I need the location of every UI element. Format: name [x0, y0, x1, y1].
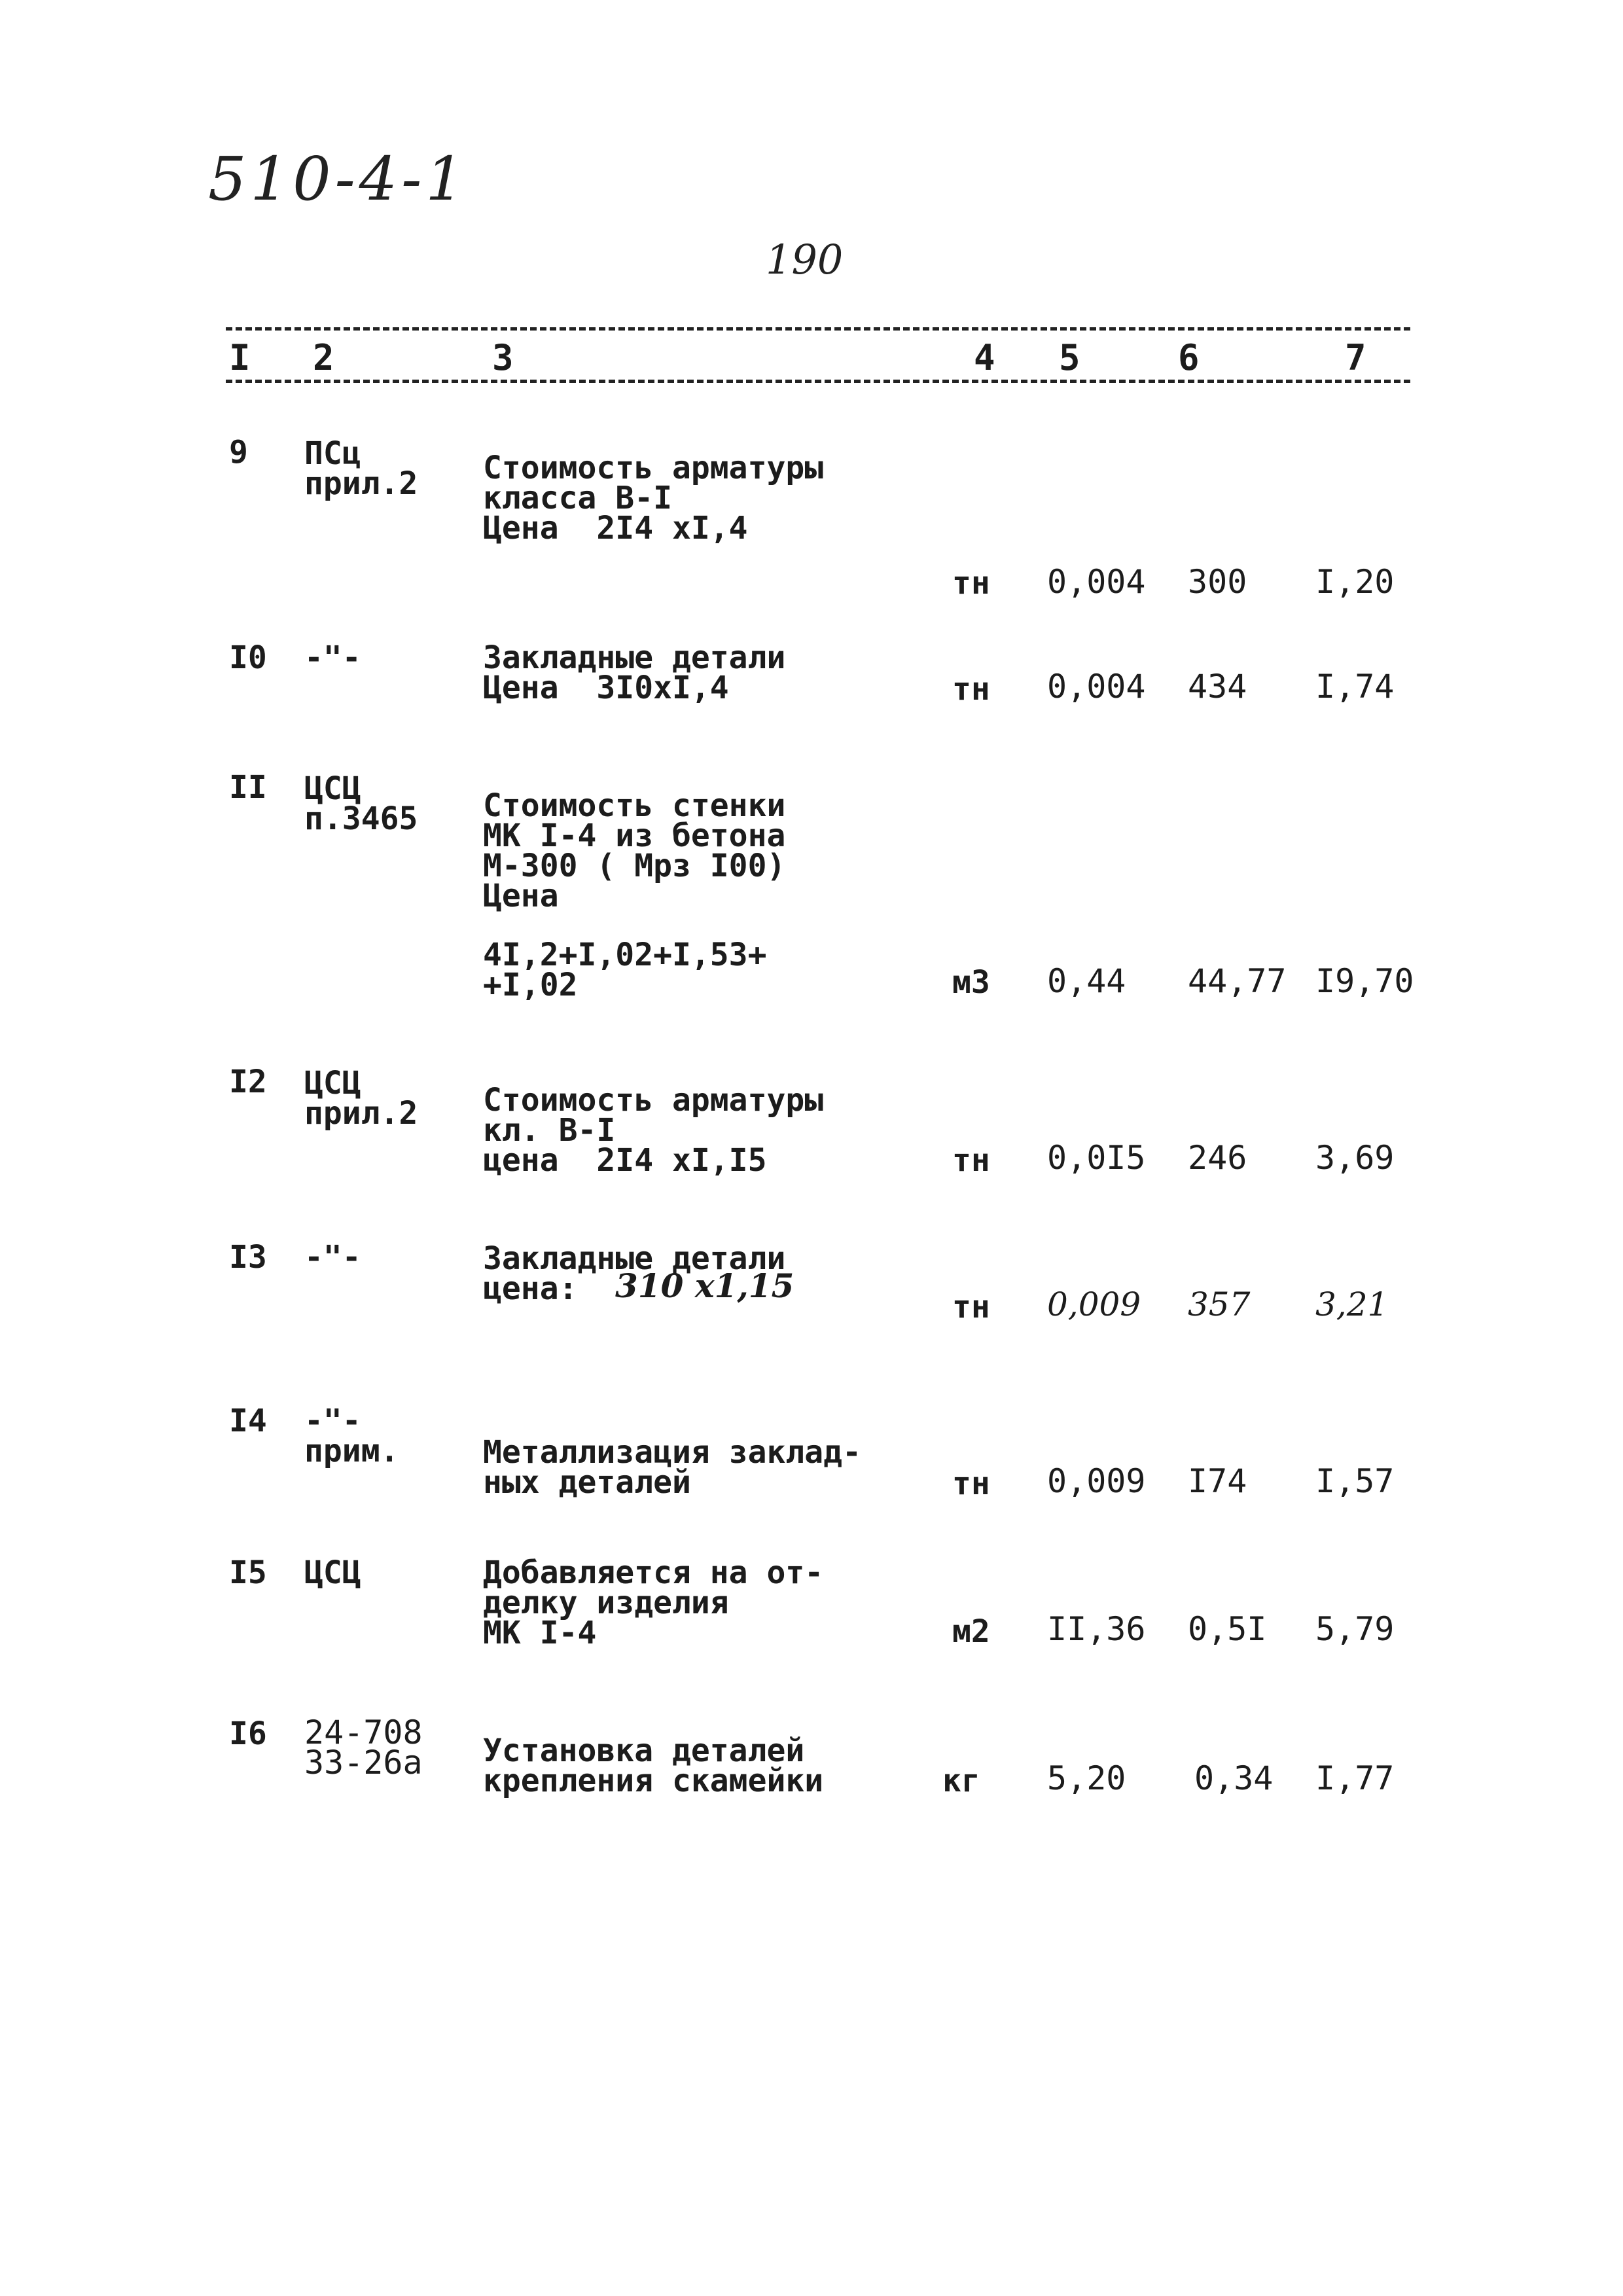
row-description: Закладные детали цена:	[483, 1240, 786, 1307]
row-description: Стоимость арматуры кл. В-I цена 2I4 xI,I5	[483, 1082, 824, 1179]
row-description-formula: 4I,2+I,02+I,53+ +I,02	[483, 937, 767, 1003]
page-number: 190	[766, 236, 844, 283]
row-total: 3,21	[1315, 1285, 1389, 1323]
row-reference: 24-708 33-26а	[304, 1713, 423, 1782]
row-quantity: 0,0I5	[1047, 1139, 1146, 1177]
row-unit: м2	[952, 1613, 990, 1650]
row-number: I6	[229, 1715, 267, 1752]
header-col-6: 6	[1178, 337, 1200, 378]
row-description: Добавляется на от- делку изделия МК I-4	[483, 1554, 824, 1651]
row-quantity: 0,004	[1047, 563, 1146, 601]
row-unit-price: I74	[1188, 1462, 1247, 1500]
row-number: 9	[229, 434, 248, 471]
row-unit-price: 300	[1188, 563, 1247, 601]
document-code: 510-4-1	[208, 144, 468, 214]
row-unit-price: 357	[1188, 1285, 1251, 1323]
row-reference: -"- прим.	[304, 1403, 399, 1469]
row-total: I,20	[1315, 563, 1395, 601]
header-col-3: 3	[492, 337, 514, 378]
row-unit: тн	[952, 1289, 990, 1325]
row-reference: ПСц прил.2	[304, 435, 418, 502]
row-total: I,77	[1315, 1759, 1395, 1797]
row-quantity: II,36	[1047, 1610, 1146, 1648]
row-unit-price: 0,5I	[1188, 1610, 1267, 1648]
row-unit: тн	[952, 1465, 990, 1502]
row-description-handwritten: 310 x1,15	[615, 1266, 794, 1305]
row-reference: ЦСЦ п.3465	[304, 770, 418, 837]
row-unit: тн	[952, 1142, 990, 1179]
row-unit-price: 0,34	[1194, 1759, 1274, 1797]
row-reference: -"-	[304, 1239, 361, 1276]
row-number: I5	[229, 1554, 267, 1591]
header-col-5: 5	[1059, 337, 1080, 378]
row-number: I0	[229, 639, 267, 676]
row-unit-price: 246	[1188, 1139, 1247, 1177]
header-col-2: 2	[313, 337, 334, 378]
header-dashed-rule	[226, 380, 1410, 383]
row-number: I3	[229, 1239, 267, 1276]
row-number: I2	[229, 1064, 267, 1100]
row-description: Закладные детали Цена 3I0xI,4	[483, 639, 786, 706]
row-unit: тн	[952, 565, 990, 601]
header-col-7: 7	[1345, 337, 1366, 378]
row-number: I4	[229, 1403, 267, 1439]
row-unit: кг	[942, 1763, 980, 1799]
row-reference: ЦСЦ	[304, 1554, 361, 1591]
row-quantity: 0,004	[1047, 668, 1146, 706]
row-description: Установка деталей крепления скамейки	[483, 1732, 824, 1799]
row-reference: ЦСЦ прил.2	[304, 1065, 418, 1132]
row-description: Стоимость стенки МК I-4 из бетона М-300 ( Мрз I00) Цена	[483, 787, 786, 914]
row-unit-price: 434	[1188, 668, 1247, 706]
row-quantity: 0,009	[1047, 1285, 1141, 1323]
row-quantity: 0,009	[1047, 1462, 1146, 1500]
row-total: I9,70	[1315, 962, 1414, 1000]
row-quantity: 5,20	[1047, 1759, 1126, 1797]
row-description: Стоимость арматуры класса В-I Цена 2I4 xI,4	[483, 450, 824, 547]
row-unit-price: 44,77	[1188, 962, 1287, 1000]
row-number: II	[229, 769, 267, 806]
row-total: 5,79	[1315, 1610, 1395, 1648]
row-total: I,57	[1315, 1462, 1395, 1500]
row-unit: м3	[952, 964, 990, 1001]
row-quantity: 0,44	[1047, 962, 1126, 1000]
header-col-4: 4	[974, 337, 995, 378]
row-total: 3,69	[1315, 1139, 1395, 1177]
top-dashed-rule	[226, 327, 1410, 331]
row-description: Металлизация заклад- ных деталей	[483, 1434, 861, 1501]
row-unit: тн	[952, 671, 990, 708]
row-reference: -"-	[304, 639, 361, 676]
row-total: I,74	[1315, 668, 1395, 706]
header-col-1: I	[229, 337, 251, 378]
